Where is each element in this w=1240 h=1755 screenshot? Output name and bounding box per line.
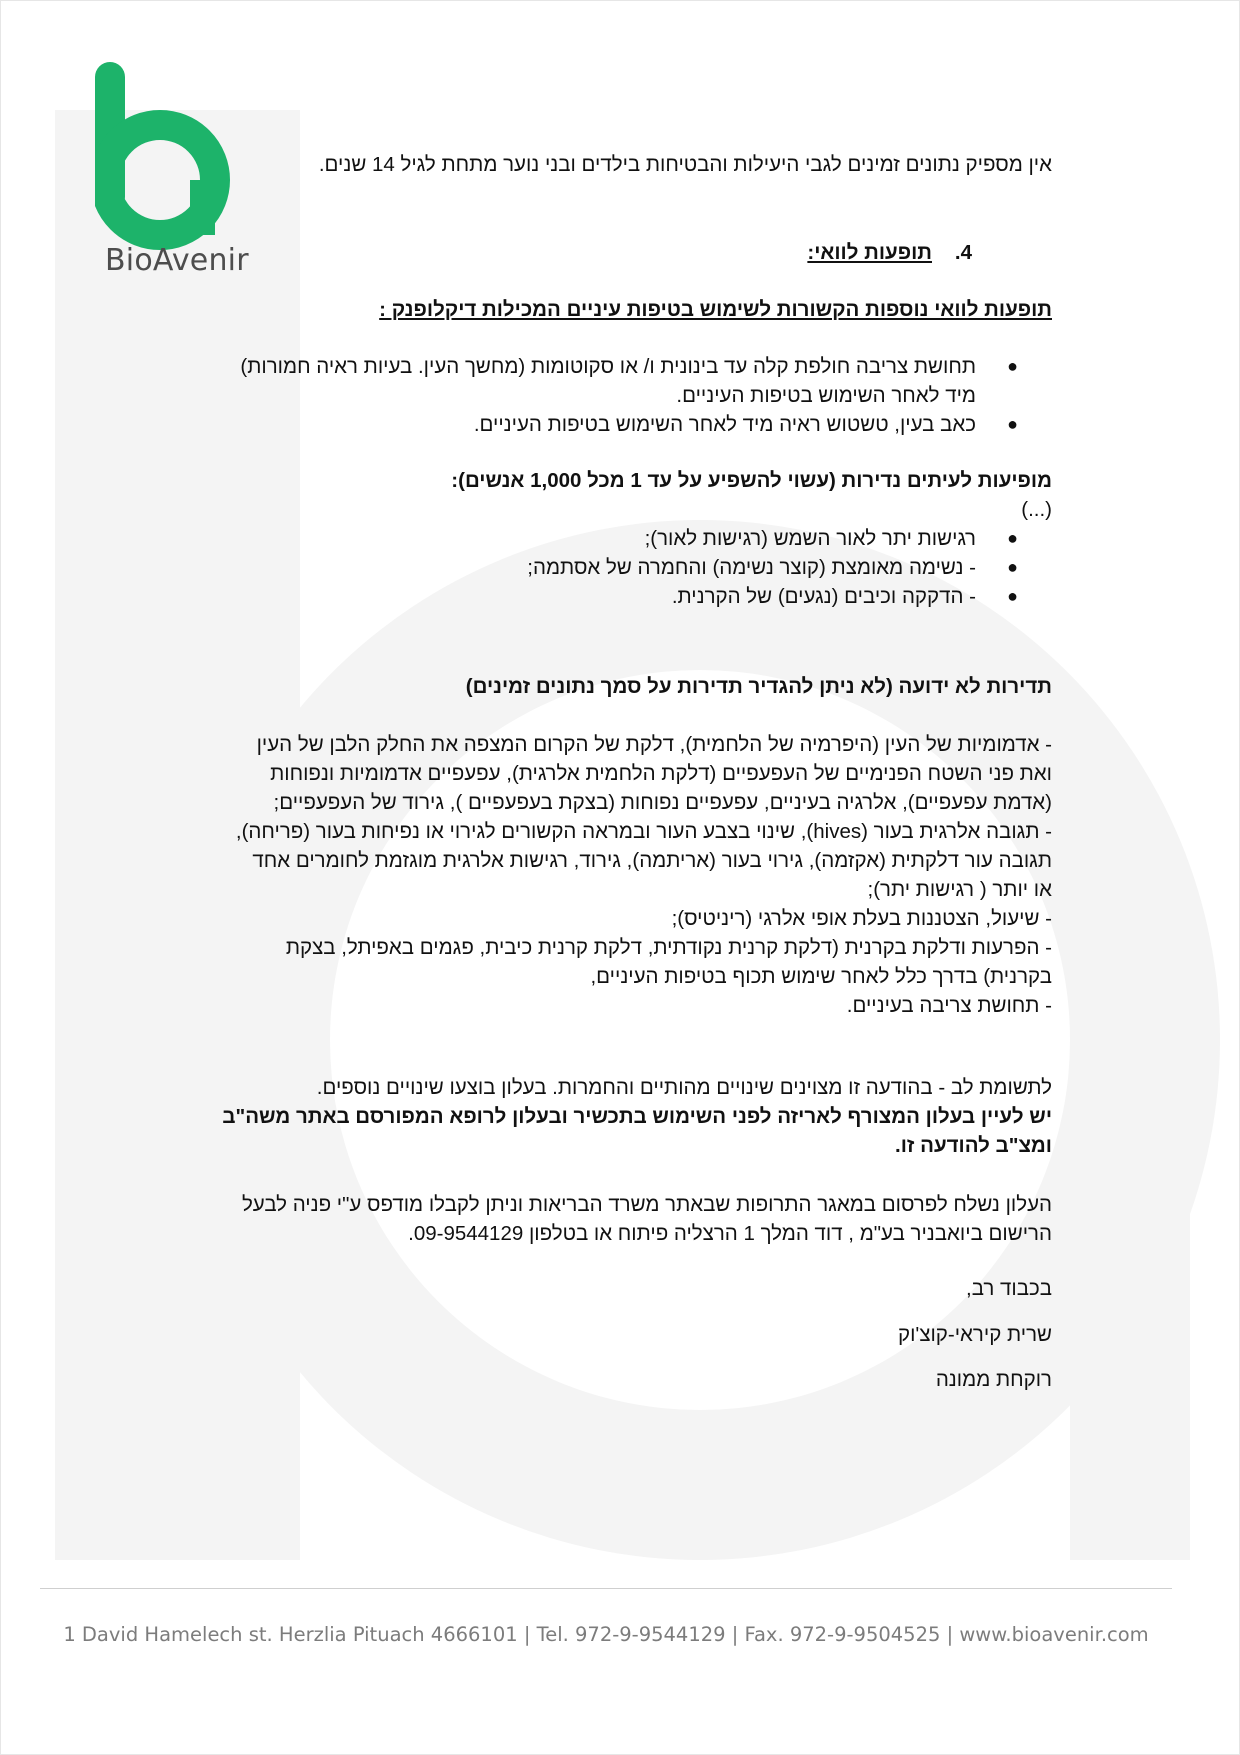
bullet-icon: ● [1007,557,1018,577]
attention-line: לתשומת לב - בהודעה זו מצוינים שינויים מהותיים והחמרות. בעלון בוצעו שינויים נוספים. [316,1076,1052,1099]
footer-divider [40,1588,1172,1589]
bullet-icon: ● [1007,414,1018,434]
list-item: ● כאב בעין, טשטוש ראיה מיד לאחר השימוש בטיפות העיניים. [176,410,976,439]
bullet-icon: ● [1007,586,1018,606]
publication-line: הרישום ביואבניר בע"מ , דוד המלך 1 הרצליה פיתוח או בטלפון 09-9544129. [408,1222,1052,1245]
bullet-icon: ● [1007,356,1018,376]
rare-ellipsis: (...) [1021,498,1052,521]
side-effects-subheading: תופעות לוואי נוספות הקשורות לשימוש בטיפות עיניים המכילות דיקלופנק : [379,298,1052,321]
section-title: תופעות לוואי: [807,241,932,264]
text-line: - תגובה אלרגית בעור (hives), שינוי בצבע העור ובמראה הקשורים לגירוי או נפיחות בעור (פריחה), [235,820,1052,843]
list-item: ● תחושת צריבה חולפת קלה עד בינונית ו/ או סקוטומות (מחשך העין. בעיות ראיה חמורות) מיד לאחר השימוש בטיפות העיניים. [176,352,976,410]
publication-block [132,1190,1052,1248]
section-number: 4. [954,241,972,264]
publication-line: העלון נשלח לפרסום במאגר התרופות שבאתר משרד הבריאות וניתן לקבלו מודפס ע"י פניה לבעל [241,1193,1052,1216]
text-line: - שיעול, הצטננות בעלת אופי אלרגי (ריניטיס); [671,907,1052,930]
signature-title: רוקחת ממונה [935,1368,1052,1391]
text-line: ואת פני השטח הפנימיים של העפעפיים (דלקת הלחמית אלרגית), עפעפיים אדמומיות ונפוחות [270,762,1052,785]
rare-list [176,524,1018,611]
text-line: - הפרעות ודלקת בקרנית (דלקת קרנית נקודתית, דלקת קרנית כיבית, פגמים באפיתל, בצקת [285,936,1052,959]
text-line: תגובה עור דלקתית (אקזמה), גירוי בעור (אריתמה), גירוד, רגישות אלרגית מוגזמת לחומרים אחד [252,849,1052,872]
attention-bold-line: יש לעיין בעלון המצורף לאריזה לפני השימוש בתכשיר ובעלון לרופא המפורסם באתר משה"ב [222,1105,1052,1128]
text-line: - אדמומיות של העין (היפרמיה של הלחמית), דלקת של הקרום המצפה את החלק הלבן של העין [256,733,1052,756]
attention-block [132,1073,1052,1160]
list-item: ● - נשימה מאומצת (קוצר נשימה) והחמרה של אסתמה; [176,553,976,582]
text-line: או יותר ( רגישות יתר); [867,878,1052,901]
list-item: ● רגישות יתר לאור השמש (רגישות לאור); [176,524,976,553]
logo-text: BioAvenir [105,243,249,278]
text-line: (אדמת עפעפיים), אלרגיה בעיניים, עפעפיים נפוחות (בצקת בעפעפיים ), גירוד של העפעפיים; [273,791,1052,814]
bullet-icon: ● [1007,528,1018,548]
attention-bold-line: ומצ"ב להודעה זו. [895,1134,1052,1157]
unknown-frequency-body [132,730,1052,1020]
intro-text: אין מספיק נתונים זמינים לגבי היעילות והבטיחות בילדים ובני נוער מתחת לגיל 14 שנים. [318,153,1052,176]
rare-heading: מופיעות לעיתים נדירות (עשוי להשפיע על עד 1 מכל 1,000 אנשים): [451,469,1052,492]
text-line: - תחושת צריבה בעיניים. [846,994,1052,1017]
list-item: ● - הדקקה וכיבים (נגעים) של הקרנית. [176,582,976,611]
text-line: בקרנית) בדרך כלל לאחר שימוש תכוף בטיפות העיניים, [590,965,1052,988]
signature-name: שרית קיראי-קוצ'וק [897,1323,1052,1346]
side-effects-list [176,352,1018,439]
footer-address: 1 David Hamelech st. Herzlia Pituach 4666101 | Tel. 972-9-9544129 | Fax. 972-9-9504525 | www.bioavenir.com [63,1623,1149,1646]
signature-closing: בכבוד רב, [966,1277,1052,1300]
unknown-frequency-heading: תדירות לא ידועה (לא ניתן להגדיר תדירות על סמך נתונים זמינים) [465,675,1052,698]
